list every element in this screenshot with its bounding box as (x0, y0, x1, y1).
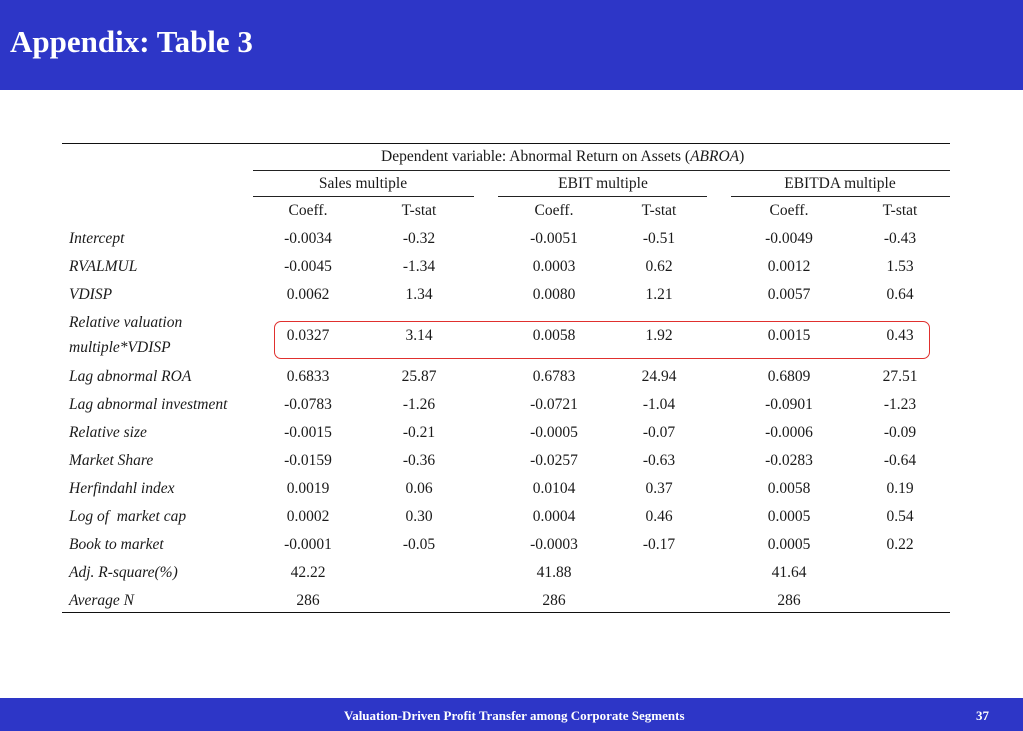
table-cell: 0.37 (645, 480, 673, 497)
table-cell: -0.43 (883, 230, 917, 247)
table-cell: -0.64 (883, 452, 917, 469)
subheader-tstat: T-stat (401, 202, 437, 219)
dep-var-prefix: Dependent variable: Abnormal Return on Assets ( (381, 148, 691, 165)
table-cell: 0.0104 (532, 480, 576, 497)
row-label: Relative valuation (69, 314, 183, 331)
table-cell: 0.43 (886, 327, 914, 344)
table-cell: -0.0001 (284, 536, 332, 553)
group-rule-ebit (498, 196, 707, 197)
table-cell: 0.0015 (767, 327, 811, 344)
dep-var-abbr: ABROA (690, 148, 740, 165)
subheader-coeff: Coeff. (769, 202, 809, 219)
table-cell: 0.0058 (532, 327, 576, 344)
dep-var-suffix: ) (739, 148, 745, 165)
table-cell: 286 (542, 592, 566, 609)
table-cell: 0.46 (645, 508, 673, 525)
group-header-sales: Sales multiple (318, 175, 408, 192)
table-cell: -0.36 (402, 452, 436, 469)
row-label: Adj. R-square(%) (69, 564, 178, 581)
table-cell: 27.51 (882, 368, 918, 385)
table-top-rule (62, 143, 950, 144)
row-label: RVALMUL (69, 258, 138, 275)
table-cell: 0.6833 (286, 368, 330, 385)
table-cell: 0.0005 (767, 536, 811, 553)
table-cell: -0.0049 (765, 230, 813, 247)
row-label: Book to market (69, 536, 164, 553)
table-cell: 24.94 (641, 368, 677, 385)
table-cell: -0.51 (642, 230, 676, 247)
table-cell: 1.53 (886, 258, 914, 275)
table-cell: 0.0062 (286, 286, 330, 303)
table-cell: -0.32 (402, 230, 436, 247)
table-cell: -0.05 (402, 536, 436, 553)
table-cell: -0.0283 (765, 452, 813, 469)
table-cell: 0.0058 (767, 480, 811, 497)
table-cell: 0.0002 (286, 508, 330, 525)
table-cell: 0.06 (405, 480, 433, 497)
table-cell: -1.26 (402, 396, 436, 413)
row-label: Relative size (69, 424, 147, 441)
table-cell: 0.0019 (286, 480, 330, 497)
row-label: Log of market cap (69, 508, 187, 525)
footer-title: Valuation-Driven Profit Transfer among Corporate Segments (344, 708, 685, 723)
group-header-ebitda: EBITDA multiple (784, 175, 896, 192)
table-cell: -0.0783 (284, 396, 332, 413)
row-label: Market Share (69, 452, 154, 469)
row-label: Lag abnormal ROA (69, 368, 192, 385)
table-cell: -0.0015 (284, 424, 332, 441)
footer-bar (0, 698, 1023, 731)
row-label: Average N (69, 592, 134, 609)
table-bottom-rule (62, 612, 950, 613)
table-cell: 3.14 (405, 327, 433, 344)
table-cell: 1.92 (645, 327, 673, 344)
table-cell: 0.19 (886, 480, 914, 497)
subheader-tstat: T-stat (882, 202, 918, 219)
table-cell: 25.87 (401, 368, 437, 385)
table-cell: -0.21 (402, 424, 436, 441)
table-cell: 0.0003 (532, 258, 576, 275)
table-cell: 286 (296, 592, 320, 609)
slide-title: Appendix: Table 3 (10, 24, 253, 59)
subheader-coeff: Coeff. (288, 202, 328, 219)
table-cell: -0.0901 (765, 396, 813, 413)
subheader-tstat: T-stat (641, 202, 677, 219)
group-rule-ebitda (731, 196, 950, 197)
table-cell: 0.6783 (532, 368, 576, 385)
table-cell: -0.0051 (530, 230, 578, 247)
row-label: VDISP (69, 286, 113, 303)
table-cell: 0.54 (886, 508, 914, 525)
table-cell: 0.30 (405, 508, 433, 525)
table-cell: -0.17 (642, 536, 676, 553)
row-label: Intercept (69, 230, 125, 247)
table-cell: -0.0034 (284, 230, 332, 247)
table-cell: -1.04 (642, 396, 676, 413)
table-cell: -0.0257 (530, 452, 578, 469)
table-cell: 1.21 (645, 286, 673, 303)
table-cell: 0.6809 (767, 368, 811, 385)
table-cell: 42.22 (290, 564, 326, 581)
page-number: 37 (976, 708, 989, 723)
dependent-variable-header (381, 148, 744, 166)
table-cell: 0.0057 (767, 286, 811, 303)
table-cell: 0.0004 (532, 508, 576, 525)
table-cell: -0.0045 (284, 258, 332, 275)
table-cell: 41.64 (771, 564, 807, 581)
group-header-ebit: EBIT multiple (558, 175, 648, 192)
table-cell: -0.0159 (284, 452, 332, 469)
table-cell: 0.22 (886, 536, 914, 553)
table-cell: -0.0006 (765, 424, 813, 441)
table-cell: -0.0721 (530, 396, 578, 413)
group-rule-sales (253, 196, 474, 197)
table-cell: 41.88 (536, 564, 572, 581)
table-cell: 0.62 (645, 258, 673, 275)
highlight-box (274, 321, 930, 359)
table-cell: -0.0003 (530, 536, 578, 553)
table-cell: 0.0005 (767, 508, 811, 525)
table-cell: 0.64 (886, 286, 914, 303)
table-cell: -1.23 (883, 396, 917, 413)
table-cell: 0.0327 (286, 327, 330, 344)
table-cell: -0.07 (642, 424, 676, 441)
table-cell: -1.34 (402, 258, 436, 275)
table-cell: 286 (777, 592, 801, 609)
table-cell: 0.0080 (532, 286, 576, 303)
table-cell: 0.0012 (767, 258, 811, 275)
table-cell: 1.34 (405, 286, 433, 303)
dep-var-rule (253, 170, 950, 171)
table-cell: -0.09 (883, 424, 917, 441)
subheader-coeff: Coeff. (534, 202, 574, 219)
table-cell: -0.0005 (530, 424, 578, 441)
row-label: Herfindahl index (69, 480, 175, 497)
row-label: Lag abnormal investment (69, 396, 228, 413)
table-cell: -0.63 (642, 452, 676, 469)
row-label: multiple*VDISP (69, 339, 171, 356)
